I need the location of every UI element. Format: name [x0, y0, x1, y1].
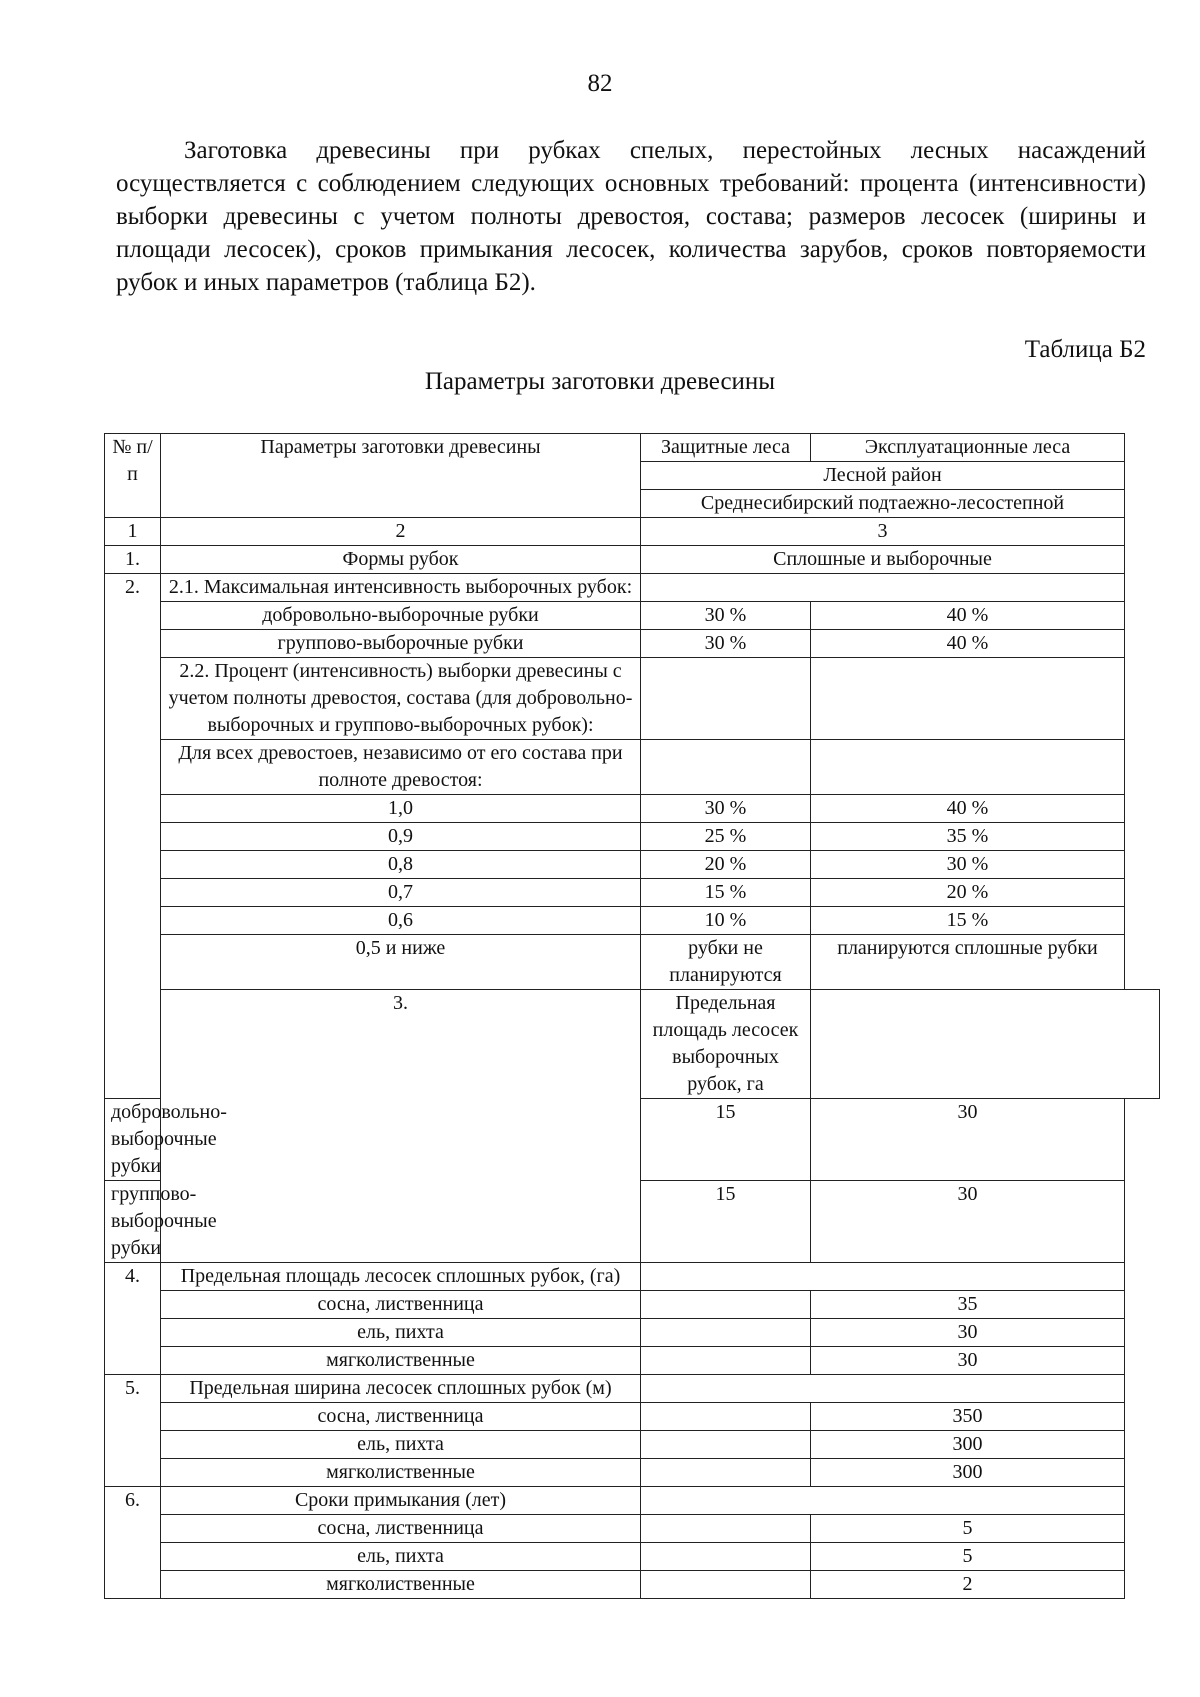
table-row [105, 740, 1160, 795]
param-cell: группово-выборочные рубки [161, 630, 641, 658]
page-number: 82 [587, 70, 613, 97]
parameters-table [104, 433, 1160, 1599]
exploitation-value: 40 % [811, 602, 1125, 630]
protective-value [641, 1291, 811, 1319]
column-number-row [105, 518, 1160, 546]
header-row [105, 434, 1160, 462]
param-cell: Сроки примыкания (лет) [161, 1487, 641, 1515]
table-row [105, 1403, 1160, 1431]
protective-value [641, 1347, 811, 1375]
param-cell: мягколиственные [161, 1347, 641, 1375]
exploitation-value: 5 [811, 1543, 1125, 1571]
protective-value [641, 1403, 811, 1431]
exploitation-value: 30 [811, 1099, 1125, 1181]
param-cell: Предельная ширина лесосек сплошных рубок (м) [161, 1375, 641, 1403]
param-cell: 1,0 [161, 795, 641, 823]
param-cell: Формы рубок [161, 546, 641, 574]
table-row [105, 546, 1160, 574]
protective-value [641, 1571, 811, 1599]
protective-value: 25 % [641, 823, 811, 851]
param-cell: мягколиственные [161, 1459, 641, 1487]
exploitation-value [811, 740, 1125, 795]
column-number: 3 [641, 518, 1125, 546]
param-cell: Предельная площадь лесосек сплошных рубок, (га) [161, 1263, 641, 1291]
exploitation-value [811, 658, 1125, 740]
exploitation-value: 300 [811, 1431, 1125, 1459]
table-row [105, 907, 1160, 935]
header-protective: Защитные леса [641, 434, 811, 462]
protective-value: 30 % [641, 602, 811, 630]
protective-value [641, 740, 811, 795]
protective-value: 30 % [641, 795, 811, 823]
exploitation-value: 30 [811, 1347, 1125, 1375]
table-row [105, 879, 1160, 907]
table-row [105, 1291, 1160, 1319]
table-row [105, 823, 1160, 851]
exploitation-value: 40 % [811, 630, 1125, 658]
exploitation-value: 30 [811, 1319, 1125, 1347]
header-exploitation: Эксплуатационные леса [811, 434, 1125, 462]
header-param: Параметры заготовки древесины [161, 434, 641, 518]
row-number: 5. [105, 1375, 161, 1487]
protective-value: 10 % [641, 907, 811, 935]
exploitation-value: 350 [811, 1403, 1125, 1431]
param-cell: ель, пихта [161, 1543, 641, 1571]
param-cell: сосна, лиственница [161, 1403, 641, 1431]
exploitation-value: 30 % [811, 851, 1125, 879]
param-cell: 0,5 и ниже [161, 935, 641, 990]
exploitation-value: 5 [811, 1515, 1125, 1543]
exploitation-value: 300 [811, 1459, 1125, 1487]
table-row [105, 1319, 1160, 1347]
table-row [105, 1375, 1160, 1403]
param-cell: 0,7 [161, 879, 641, 907]
header-num: № п/п [105, 434, 161, 518]
intro-paragraph: Заготовка древесины при рубках спелых, перестойных лесных насаждений осуществляется с соблюдением следующих основных требований: процента (интенсивности) выборки древесины с учетом полноты древостоя, состава; размеров лесосек (ширины и площади лесосек), сроков примыкания лесосек, количества зарубов, сроков повторяемости рубок и иных параметров (таблица Б2). [116, 137, 1146, 296]
protective-value [641, 1319, 811, 1347]
protective-value: 15 % [641, 879, 811, 907]
table-row [105, 1459, 1160, 1487]
protective-value [641, 1543, 811, 1571]
exploitation-value: 2 [811, 1571, 1125, 1599]
table-row [105, 1347, 1160, 1375]
table-row [105, 935, 1160, 990]
column-number: 2 [161, 518, 641, 546]
header-district: Среднесибирский подтаежно-лесостепной [641, 490, 1125, 518]
protective-value [641, 1431, 811, 1459]
value-cell [641, 1263, 1125, 1291]
param-cell: 2.1. Максимальная интенсивность выборочных рубок: [161, 574, 641, 602]
table-row [105, 1487, 1160, 1515]
protective-value [641, 1515, 811, 1543]
protective-value: 20 % [641, 851, 811, 879]
table-row [105, 1543, 1160, 1571]
param-cell: 0,8 [161, 851, 641, 879]
header-district-label: Лесной район [641, 462, 1125, 490]
column-number: 1 [105, 518, 161, 546]
param-cell: сосна, лиственница [161, 1515, 641, 1543]
param-cell: ель, пихта [161, 1431, 641, 1459]
exploitation-value: 35 % [811, 823, 1125, 851]
param-cell: Предельная площадь лесосек выборочных рубок, га [641, 990, 811, 1099]
param-cell: Для всех древостоев, независимо от его состава при полноте древостоя: [161, 740, 641, 795]
value-cell [641, 1375, 1125, 1403]
protective-value: 15 [641, 1099, 811, 1181]
protective-value: 30 % [641, 630, 811, 658]
protective-value [641, 1459, 811, 1487]
row-number: 4. [105, 1263, 161, 1375]
protective-value: 15 [641, 1181, 811, 1263]
param-cell: сосна, лиственница [161, 1291, 641, 1319]
exploitation-value: 40 % [811, 795, 1125, 823]
row-number: 1. [105, 546, 161, 574]
table-row [105, 990, 1160, 1099]
param-cell: 2.2. Процент (интенсивность) выборки древесины с учетом полноты древостоя, состава (для добровольно-выборочных и группово-выборочных рубок): [161, 658, 641, 740]
row-number: 2. [105, 574, 161, 1099]
table-row [105, 574, 1160, 602]
table-row [105, 602, 1160, 630]
table-row [105, 851, 1160, 879]
exploitation-value: 35 [811, 1291, 1125, 1319]
value-cell [641, 1487, 1125, 1515]
exploitation-value: планируются сплошные рубки [811, 935, 1125, 990]
table-label: Таблица Б2 [1024, 336, 1146, 363]
exploitation-value: 15 % [811, 907, 1125, 935]
table-row [105, 1515, 1160, 1543]
param-cell: мягколиственные [161, 1571, 641, 1599]
table-row [105, 1571, 1160, 1599]
protective-value: рубки не планируются [641, 935, 811, 990]
value-cell: Сплошные и выборочные [641, 546, 1125, 574]
table-row [105, 1431, 1160, 1459]
param-cell: добровольно-выборочные рубки [161, 602, 641, 630]
param-cell: 0,9 [161, 823, 641, 851]
param-cell: ель, пихта [161, 1319, 641, 1347]
table-row [105, 1263, 1160, 1291]
protective-value [641, 658, 811, 740]
table-row [105, 658, 1160, 740]
value-cell [641, 574, 1125, 602]
value-cell [811, 990, 1160, 1099]
table-title: Параметры заготовки древесины [424, 368, 776, 395]
param-cell: добровольно-выборочные рубки [105, 1099, 161, 1181]
table-row [105, 630, 1160, 658]
row-number: 6. [105, 1487, 161, 1599]
row-number: 3. [161, 990, 641, 1263]
exploitation-value: 20 % [811, 879, 1125, 907]
param-cell: группово-выборочные рубки [105, 1181, 161, 1263]
param-cell: 0,6 [161, 907, 641, 935]
table-row [105, 795, 1160, 823]
exploitation-value: 30 [811, 1181, 1125, 1263]
